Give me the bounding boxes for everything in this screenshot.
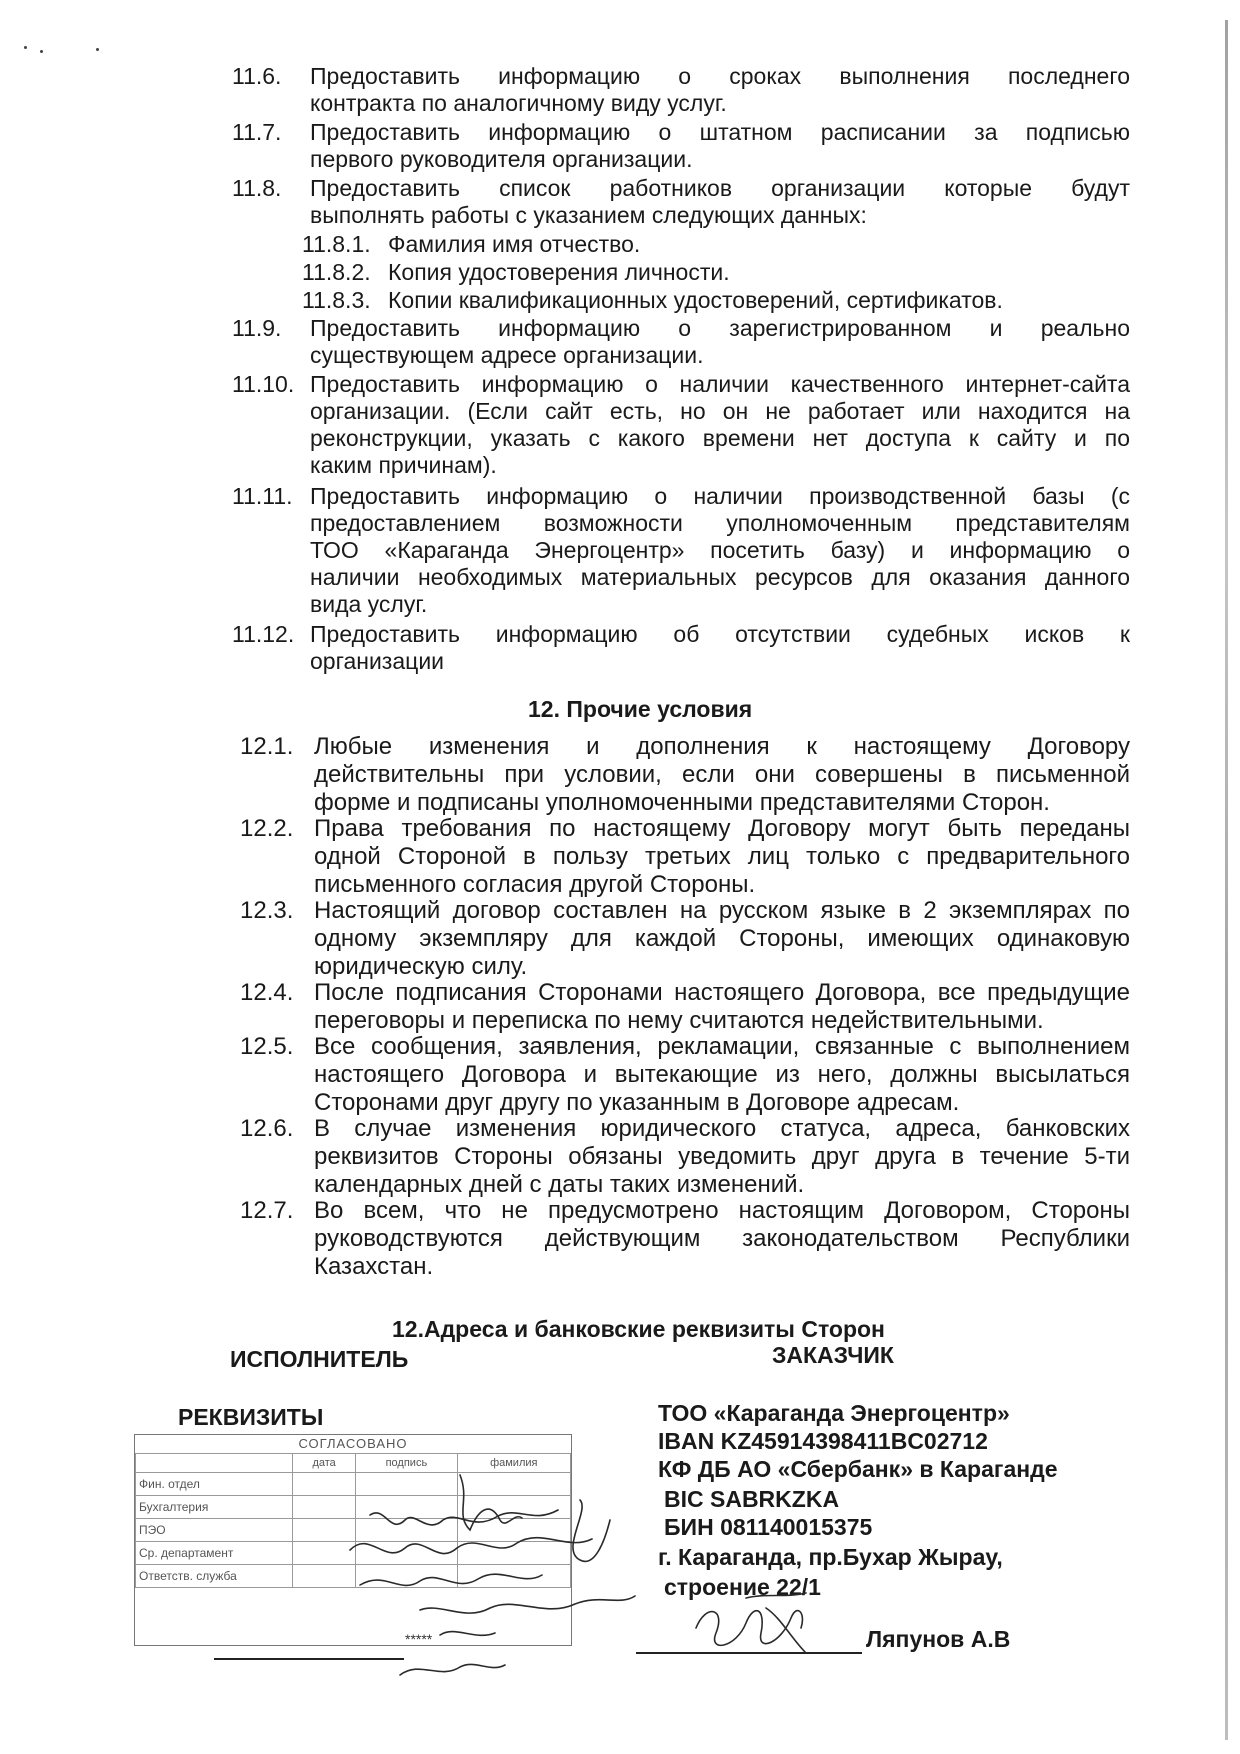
section-12-item-text-line: одному экземпляру для каждой Стороны, имеющих одинаковую xyxy=(314,925,1130,952)
section-11-item-text-line: существующем адресе организации. xyxy=(310,342,704,368)
section-11-item-number: 11.11. xyxy=(232,483,293,509)
section-11-item-text-line: вида услуг. xyxy=(310,591,428,617)
section-12-item-number: 12.5. xyxy=(240,1033,294,1060)
section-11-item-text-line: наличии необходимых материальных ресурсов для оказания данного xyxy=(310,564,1130,590)
section-12-item-number: 12.1. xyxy=(240,733,294,760)
section-11-item-number: 11.8. xyxy=(232,175,282,201)
section-12-item-text-line: В случае изменения юридического статуса, адреса, банковских xyxy=(314,1115,1130,1142)
customer-detail-line: строение 22/1 xyxy=(664,1574,821,1600)
section-12-item-text-line: действительны при условии, если они совершены в письменной xyxy=(314,761,1130,788)
addresses-heading: 12.Адреса и банковские реквизиты Сторон xyxy=(392,1316,885,1342)
section-11-item-text-line: Предоставить информацию о зарегистрированном и реально xyxy=(310,315,1130,341)
section-11-item-text-line: каким причинам). xyxy=(310,452,497,478)
stamp-row: Ответств. служба xyxy=(136,1565,571,1588)
section-11-item-text-line: организации. (Если сайт есть, но он не работает или находится на xyxy=(310,398,1130,424)
section-12-item-text-line: настоящего Договора и вытекающие из него, должны высылаться xyxy=(314,1061,1130,1088)
section-12-item-text-line: календарных дней с даты таких изменений. xyxy=(314,1171,805,1198)
section-11-item-text-line: реконструкции, указать с какого времени нет доступа к сайту и по xyxy=(310,425,1130,451)
section-12-item-text-line: юридическую силу. xyxy=(314,953,528,980)
section-11-item-number: 11.10. xyxy=(232,371,295,397)
customer-detail-line: КФ ДБ АО «Сбербанк» в Караганде xyxy=(658,1456,1058,1482)
section-12-item-text-line: Настоящий договор составлен на русском языке в 2 экземплярах по xyxy=(314,897,1130,924)
stamp-row: Фин. отдел xyxy=(136,1473,571,1496)
stamp-row: Бухгалтерия xyxy=(136,1496,571,1519)
section-12-item-number: 12.6. xyxy=(240,1115,294,1142)
section-11-item-text-line: организации xyxy=(310,648,445,674)
stamp-col-signature: подпись xyxy=(356,1454,457,1473)
section-11-item-text-line: ТОО «Караганда Энергоцентр» посетить базу) и информацию о xyxy=(310,537,1130,563)
section-12-item-text-line: форме и подписаны уполномоченными представителями Сторон. xyxy=(314,789,1050,816)
section-11-subitem-text: Фамилия имя отчество. xyxy=(388,231,641,257)
section-12-heading: 12. Прочие условия xyxy=(528,696,753,722)
section-12-item-text-line: одной Стороной в пользу третьих лиц только с предварительного xyxy=(314,843,1130,870)
section-11-item-text-line: Предоставить информацию об отсутствии судебных исков к xyxy=(310,621,1130,647)
stamp-row: Ср. департамент xyxy=(136,1542,571,1565)
section-11-subitem-text: Копии квалификационных удостоверений, сертификатов. xyxy=(388,287,1003,313)
section-12-item-text-line: Любые изменения и дополнения к настоящему Договору xyxy=(314,733,1130,760)
section-11-item-text-line: выполнять работы с указанием следующих данных: xyxy=(310,202,867,228)
scan-speck xyxy=(24,46,27,49)
section-11-subitem-number: 11.8.3. xyxy=(302,287,371,313)
section-11-item-text-line: Предоставить список работников организации которые будут xyxy=(310,175,1130,201)
scan-speck xyxy=(40,50,43,53)
section-12-item-text-line: Во всем, что не предусмотрено настоящим Договором, Стороны xyxy=(314,1197,1130,1224)
customer-detail-line: ТОО «Караганда Энергоцентр» xyxy=(658,1400,1010,1426)
section-11-item-number: 11.6. xyxy=(232,63,282,89)
stamp-stars: ***** xyxy=(405,1631,433,1647)
customer-detail-line: IBAN KZ45914398411BC02712 xyxy=(658,1428,988,1454)
executor-label: ИСПОЛНИТЕЛЬ xyxy=(230,1346,409,1372)
customer-label: ЗАКАЗЧИК xyxy=(772,1342,894,1368)
section-12-item-text-line: Сторонами друг другу по указанным в Договоре адресам. xyxy=(314,1089,960,1116)
section-12-item-text-line: Все сообщения, заявления, рекламации, связанные с выполнением xyxy=(314,1033,1130,1060)
customer-detail-line: БИН 081140015375 xyxy=(664,1514,873,1540)
section-11-item-number: 11.12. xyxy=(232,621,295,647)
stamp-row: ПЭО xyxy=(136,1519,571,1542)
section-11-item-number: 11.9. xyxy=(232,315,282,341)
customer-detail-line: г. Караганда, пр.Бухар Жырау, xyxy=(658,1544,1003,1570)
scan-speck xyxy=(96,48,99,51)
section-11-item-text-line: первого руководителя организации. xyxy=(310,146,693,172)
section-12-item-number: 12.4. xyxy=(240,979,294,1006)
section-11-subitem-number: 11.8.2. xyxy=(302,259,371,285)
section-11-subitem-text: Копия удостоверения личности. xyxy=(388,259,730,285)
section-12-item-number: 12.7. xyxy=(240,1197,294,1224)
section-11-item-text-line: Предоставить информацию о наличии производственной базы (с xyxy=(310,483,1130,509)
section-11-item-text-line: Предоставить информацию о сроках выполнения последнего xyxy=(310,63,1130,89)
customer-detail-line: BIC SABRKZKA xyxy=(664,1486,840,1512)
section-11-item-text-line: предоставлением возможности уполномоченным представителям xyxy=(310,510,1130,536)
stamp-col-surname: фамилия xyxy=(457,1454,570,1473)
stamp-col-date: дата xyxy=(293,1454,356,1473)
customer-signatory: Ляпунов А.В xyxy=(866,1626,1011,1652)
section-12-item-text-line: руководствуются действующим законодательством Республики xyxy=(314,1225,1130,1252)
section-12-item-text-line: Казахстан. xyxy=(314,1253,434,1280)
scan-edge-shadow xyxy=(1225,20,1228,1740)
executor-details-label: РЕКВИЗИТЫ xyxy=(178,1404,324,1430)
section-12-item-number: 12.3. xyxy=(240,897,294,924)
section-12-item-text-line: письменного согласия другой Стороны. xyxy=(314,871,756,898)
section-11-item-number: 11.7. xyxy=(232,119,282,145)
section-11-subitem-number: 11.8.1. xyxy=(302,231,371,257)
section-12-item-text-line: переговоры и переписка по нему считаются недействительными. xyxy=(314,1007,1044,1034)
section-12-item-text-line: реквизитов Стороны обязаны уведомить друг друга в течение 5-ти xyxy=(314,1143,1130,1170)
customer-signature-scribble xyxy=(686,1588,826,1658)
section-12-item-text-line: После подписания Сторонами настоящего Договора, все предыдущие xyxy=(314,979,1130,1006)
section-11-item-text-line: контракта по аналогичному виду услуг. xyxy=(310,90,727,116)
executor-signatures-scribble xyxy=(330,1460,670,1680)
section-12-item-text-line: Права требования по настоящему Договору могут быть переданы xyxy=(314,815,1130,842)
section-12-item-number: 12.2. xyxy=(240,815,294,842)
stamp-title: СОГЛАСОВАНО xyxy=(298,1436,408,1451)
section-11-item-text-line: Предоставить информацию о наличии качественного интернет-сайта xyxy=(310,371,1130,397)
section-11-item-text-line: Предоставить информацию о штатном расписании за подписью xyxy=(310,119,1130,145)
